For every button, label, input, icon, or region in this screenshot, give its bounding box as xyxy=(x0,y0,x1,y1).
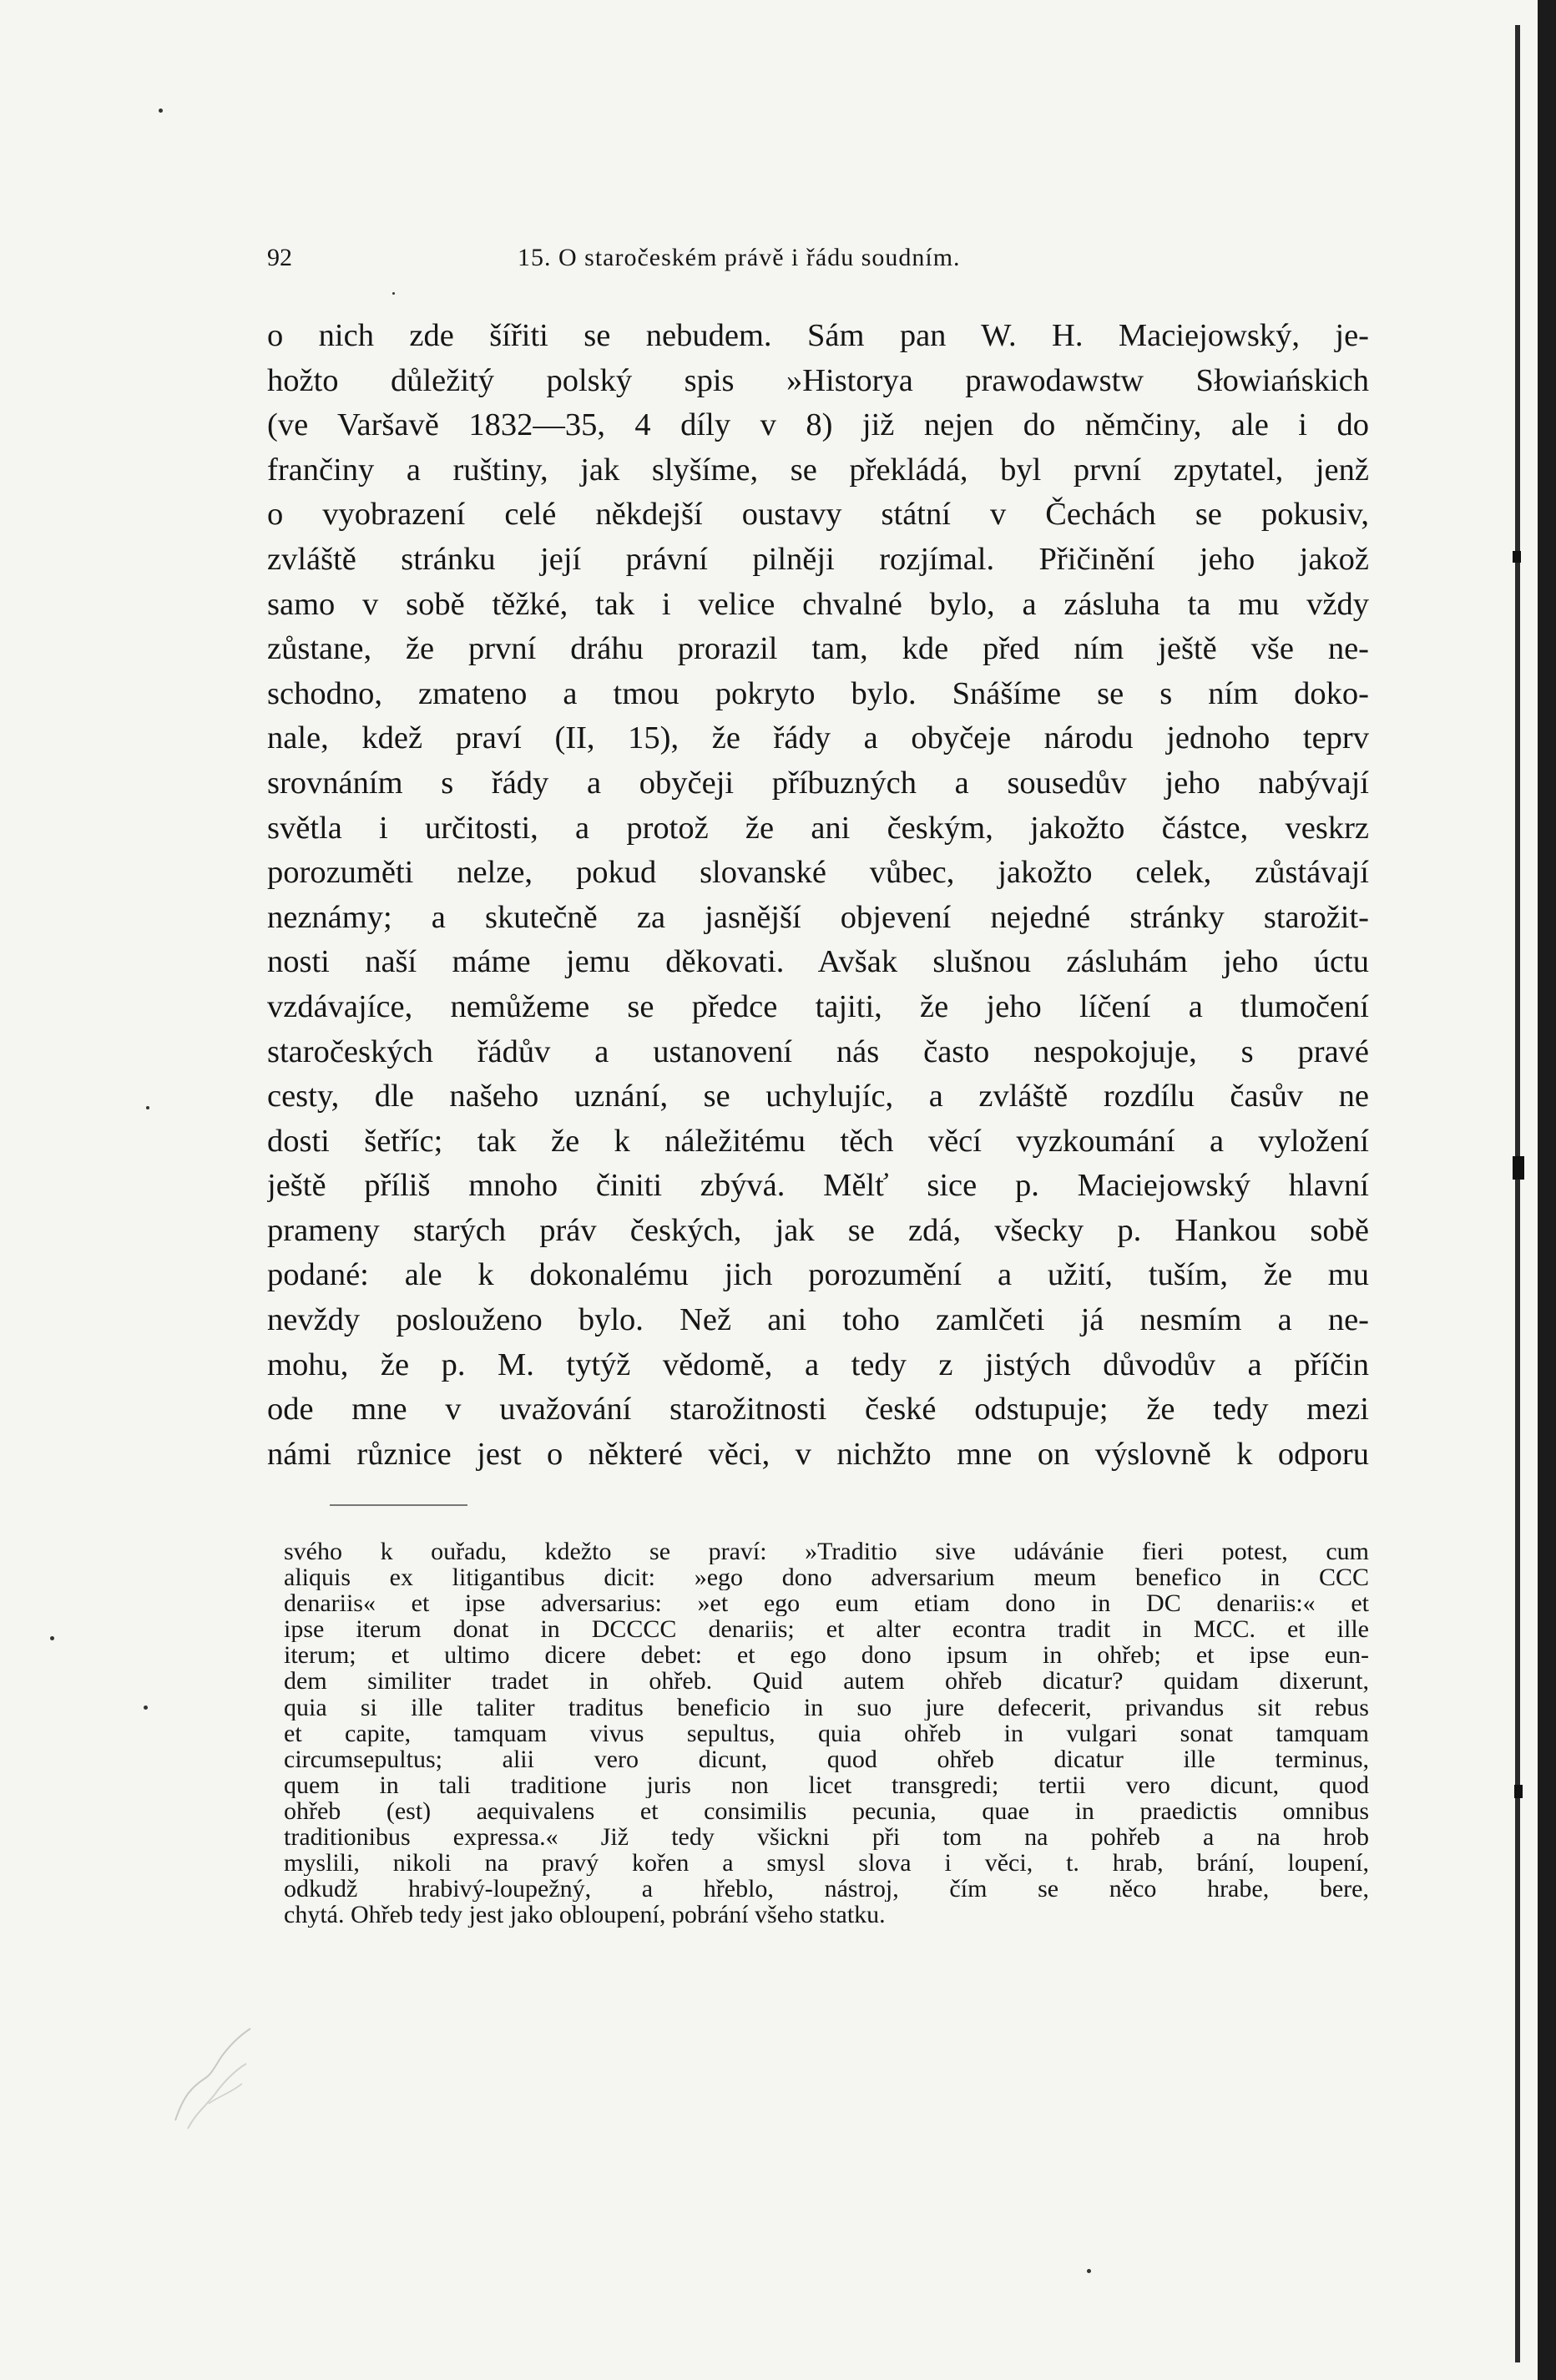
text-line: prameny starých práv českých, jak se zdá, všecky p. Hankou sobě xyxy=(267,1212,1369,1248)
text-line: porozuměti nelze, pokud slovanské vůbec, jakožto celek, zůstávají xyxy=(267,855,1369,891)
page-number: 92 xyxy=(267,244,292,271)
footnote-line: quem in tali traditione juris non licet transgredi; tertii vero dicunt, quod xyxy=(284,1771,1369,1798)
footnote-text xyxy=(284,1539,1369,1928)
speck xyxy=(392,292,395,295)
speck xyxy=(146,1106,149,1109)
text-line: dosti šetříc; tak že k náležitému těch věcí vyzkoumání a vyložení xyxy=(267,1123,1369,1159)
footnote-line: dem similiter tradet in ohřeb. Quid autem ohřeb dicatur? quidam dixerunt, xyxy=(284,1668,1369,1695)
margin-mark xyxy=(1513,1156,1524,1180)
margin-mark xyxy=(1514,1785,1523,1798)
footnote-line: myslili, nikoli na pravý kořen a smysl slova i věci, t. hrab, brání, loupení, xyxy=(284,1850,1369,1877)
footnote-separator xyxy=(330,1504,467,1506)
text-line: srovnáním s řády a obyčeji příbuzných a sousedův jeho nabývají xyxy=(267,765,1369,801)
text-line: hožto důležitý polský spis »Historya prawodawstw Słowiańskich xyxy=(267,362,1369,398)
footnote-line: et capite, tamquam vivus sepultus, quia ohřeb in vulgari sonat tamquam xyxy=(284,1720,1369,1746)
footnote-line: ipse iterum donat in DCCCC denariis; et alter econtra tradit in MCC. et ille xyxy=(284,1616,1369,1643)
speck xyxy=(159,109,163,113)
margin-mark xyxy=(1513,551,1521,563)
text-line: nevždy poslouženo bylo. Než ani toho zamlčeti já nesmím a ne- xyxy=(267,1302,1369,1338)
text-line: zůstane, že první dráhu prorazil tam, kde před ním ještě vše ne- xyxy=(267,631,1369,667)
speck xyxy=(1087,2269,1091,2273)
text-line: nosti naší máme jemu děkovati. Avšak slušnou zásluhám jeho úctu xyxy=(267,944,1369,980)
footnote-line: chytá. Ohřeb tedy jest jako obloupení, pobrání všeho statku. xyxy=(284,1902,886,1928)
text-line: světla i určitosti, a protož že ani českým, jakožto částce, veskrz xyxy=(267,810,1369,846)
footnote-line: denariis« et ipse adversarius: »et ego eum etiam dono in DC denariis:« et xyxy=(284,1590,1369,1617)
body-text xyxy=(267,314,1369,1477)
text-line: námi různice jest o některé věci, v nichžto mne on výslovně k odporu xyxy=(267,1436,1369,1472)
text-line: neznámy; a skutečně za jasnější objevení nejedné stránky starožit- xyxy=(267,899,1369,935)
text-line: o vyobrazení celé někdejší oustavy státní v Čechách se pokusiv, xyxy=(267,497,1369,533)
footnote-line: traditionibus expressa.« Již tedy všickni při tom na pohřeb a na hrob xyxy=(284,1824,1369,1851)
text-line: zvláště stránku její právní pilněji rozjímal. Přičinění jeho jakož xyxy=(267,541,1369,577)
text-line: frančiny a ruštiny, jak slyšíme, se překládá, byl první zpytatel, jenž xyxy=(267,452,1369,488)
footnote-line: odkudž hrabivý-loupežný, a hřeblo, nástroj, čím se něco hrabe, bere, xyxy=(284,1876,1369,1902)
footnote-line: quia si ille taliter traditus beneficio in suo jure defecerit, privandus sit rebus xyxy=(284,1694,1369,1721)
text-line: ještě příliš mnoho činiti zbývá. Mělť sice p. Maciejowský hlavní xyxy=(267,1168,1369,1204)
speck xyxy=(144,1705,148,1710)
footnote-line: ohřeb (est) aequivalens et consimilis pecunia, quae in praedictis omnibus xyxy=(284,1797,1369,1825)
text-line: ode mne v uvažování starožitnosti české odstupuje; že tedy mezi xyxy=(267,1392,1369,1427)
text-line: staročeských řádův a ustanovení nás často nespokojuje, s pravé xyxy=(267,1033,1369,1069)
page-edge-shadow xyxy=(1515,25,1520,2362)
text-line: mohu, že p. M. tytýž vědomě, a tedy z jistých důvodův a příčin xyxy=(267,1347,1369,1382)
footnote-line: circumsepultus; alii vero dicunt, quod ohřeb dicatur ille terminus, xyxy=(284,1746,1369,1772)
text-line: cesty, dle našeho uznání, se uchylujíc, a zvláště rozdílu časův ne xyxy=(267,1079,1369,1114)
text-line: schodno, zmateno a tmou pokryto bylo. Snášíme se s ním doko- xyxy=(267,675,1369,711)
margin-pencil-scribble xyxy=(159,2004,284,2137)
text-line: nale, kdež praví (II, 15), že řády a obyčeje národu jednoho teprv xyxy=(267,720,1369,756)
footnote-line: iterum; et ultimo dicere debet: et ego dono ipsum in ohřeb; et ipse eun- xyxy=(284,1642,1369,1669)
text-line: podané: ale k dokonalému jich porozumění a užití, tuším, že mu xyxy=(267,1257,1369,1293)
text-line: o nich zde šířiti se nebudem. Sám pan W. H. Maciejowský, je- xyxy=(267,318,1369,353)
footnote-line: svého k ouřadu, kdežto se praví: »Traditio sive udávánie fieri potest, cum xyxy=(284,1539,1369,1565)
speck xyxy=(50,1636,54,1640)
text-line: samo v sobě těžké, tak i velice chvalné bylo, a zásluha ta mu vždy xyxy=(267,586,1369,622)
running-title: 15. O staročeském právě i řádu soudním. xyxy=(518,244,961,271)
text-line: vzdávajíce, nemůžeme se předce tajiti, že jeho líčení a tlumočení xyxy=(267,988,1369,1024)
running-header xyxy=(267,244,1369,277)
text-line: (ve Varšavě 1832—35, 4 díly v 8) již nejen do němčiny, ale i do xyxy=(267,407,1369,443)
footnote-line: aliquis ex litigantibus dicit: »ego dono adversarium meum benefico in CCC xyxy=(284,1564,1369,1591)
